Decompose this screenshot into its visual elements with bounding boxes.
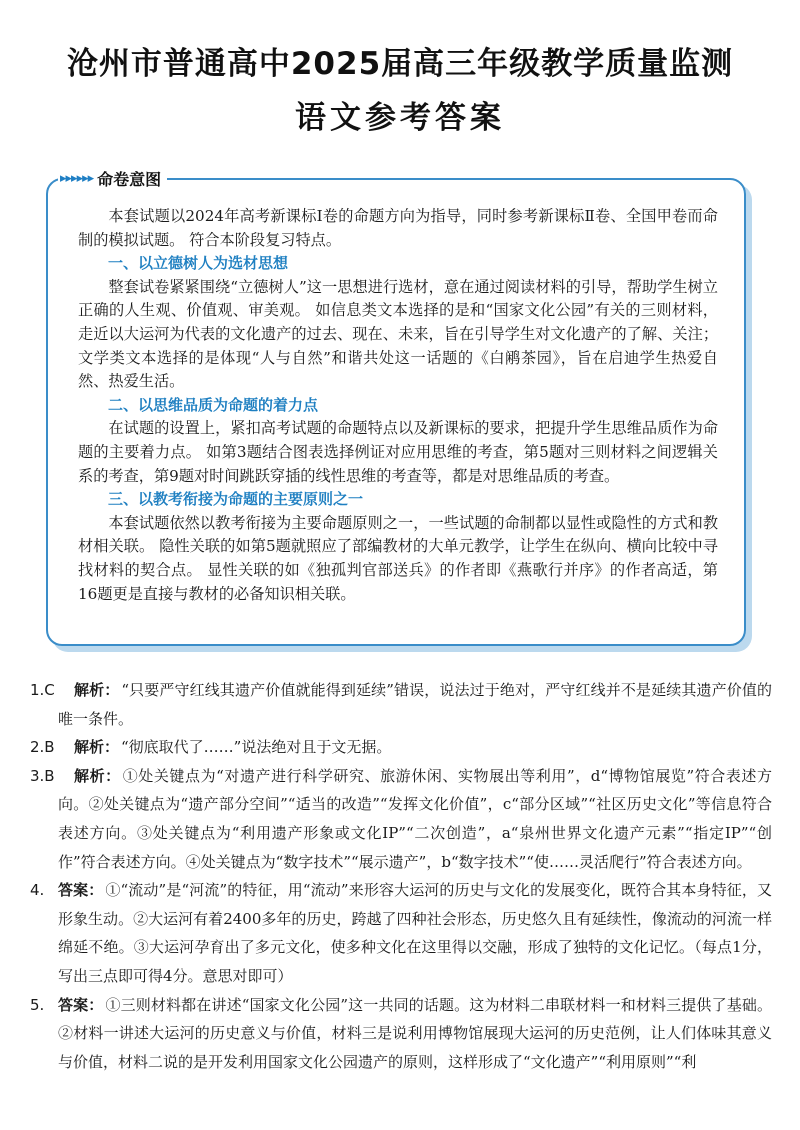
answer-text: “只要严守红线其遗产价值就能得到延续”错误，说法过于绝对，严守红线并不是延续其遗产价值的唯一条件。 <box>58 681 772 728</box>
intent-box-body <box>78 205 718 606</box>
arrow-icon: ▸▸▸▸▸▸ <box>60 170 94 186</box>
section-title-3: 三、以教考衔接为命题的主要原则之一 <box>108 490 364 509</box>
intent-box-title: 命卷意图 <box>97 169 162 189</box>
answer-item-4 <box>30 876 772 990</box>
answer-item-1 <box>30 676 772 733</box>
page-subtitle: 语文参考答案 <box>295 100 505 136</box>
answer-text: ①处关键点为“对遗产进行科学研究、旅游休闲、实物展出等利用”，d“博物馆展览”符合表述方向。②处关键点为“遗产部分空间”“适当的改造”“发挥文化价值”，c“部分区域”“社区历史文化”等信息符合表述方向。③处关键点为“利用遗产形象或文化IP”“二次创造”，a“泉州世界文化遗产元素”“指定IP”“创作”符合表述方向。④处关键点为“数字技术”“展示遗产”，b“数字技术”“使……灵活爬行”符合表述方向。 <box>58 766 772 871</box>
answer-item-3 <box>30 762 772 876</box>
answer-number: 3.B <box>30 766 55 785</box>
answer-text: ①三则材料都在讲述“国家文化公园”这一共同的话题。这为材料二串联材料一和材料三提供了基础。②材料一讲述大运河的历史意义与价值，材料三是说利用博物馆展现大运河的历史范例，让人们体味其意义与价值，材料二说的是开发利用国家文化公园遗产的原则，这样形成了“文化遗产”“利用原则”“利 <box>58 995 772 1071</box>
section-body-3: 本套试题依然以教考衔接为主要命题原则之一，一些试题的命制都以显性或隐性的方式和教材相关联。 隐性关联的如第5题就照应了部编教材的大单元教学，让学生在纵向、横向比较中寻找材料的契合点。 显性关联的如《独孤判官部送兵》的作者即《燕歌行并序》的作者高适，第16题更是直接与教材的必备知识相关联。 <box>78 513 718 603</box>
answer-number: 5. <box>30 995 45 1014</box>
answer-label: 解析： <box>74 681 120 699</box>
intent-box-header <box>58 165 167 191</box>
page-title: 沧州市普通高中2025届高三年级教学质量监测 <box>66 46 734 82</box>
section-body-2: 在试题的设置上，紧扣高考试题的命题特点以及新课标的要求，把提升学生思维品质作为命题的主要着力点。 如第3题结合图表选择例证对应用思维的考查，第5题对三则材料之间逻辑关系的考查，第9题对时间跳跃穿插的线性思维的考查等，都是对思维品质的考查。 <box>78 419 718 485</box>
answer-number: 4. <box>30 881 45 900</box>
answer-list <box>30 676 772 1076</box>
answer-label: 解析： <box>74 738 120 757</box>
answer-text: “彻底取代了……”说法绝对且于文无据。 <box>121 738 392 757</box>
answer-text: ①“流动”是“河流”的特征，用“流动”来形容大运河的历史与文化的发展变化，既符合其本身特征，又形象生动。②大运河有着2400多年的历史，跨越了四种社会形态，历史悠久且有延续性，像流动的河流一样绵延不绝。③大运河孕育出了多元文化，使多种文化在这里得以交融，形成了独特的文化记忆。（每点1分，写出三点即可得4分。意思对即可） <box>58 881 772 985</box>
section-title-1: 一、以立德树人为选材思想 <box>108 254 289 273</box>
section-title-2: 二、以思维品质为命题的着力点 <box>108 395 319 414</box>
answer-label: 答案： <box>58 881 104 900</box>
answer-number: 1.C <box>30 681 55 699</box>
answer-label: 答案： <box>58 995 104 1014</box>
answer-item-2 <box>30 733 772 762</box>
section-body-1: 整套试卷紧紧围绕“立德树人”这一思想进行选材，意在通过阅读材料的引导，帮助学生树立正确的人生观、价值观、审美观。 如信息类文本选择的是和“国家文化公园”有关的三则材料，走近以大运河为代表的文化遗产的过去、现在、未来，旨在引导学生对文化遗产的了解、关注；文学类文本选择的是体现“人与自然”和谐共处这一话题的《白鹇茶园》，旨在启迪学生热爱自然、热爱生活。 <box>78 277 718 391</box>
answer-item-5 <box>30 991 772 1077</box>
intent-intro: 本套试题以2024年高考新课标Ⅰ卷的命题方向为指导，同时参考新课标Ⅱ卷、全国甲卷而命制的模拟试题。 符合本阶段复习特点。 <box>78 207 718 249</box>
answer-label: 解析： <box>74 766 121 785</box>
answer-number: 2.B <box>30 738 55 757</box>
